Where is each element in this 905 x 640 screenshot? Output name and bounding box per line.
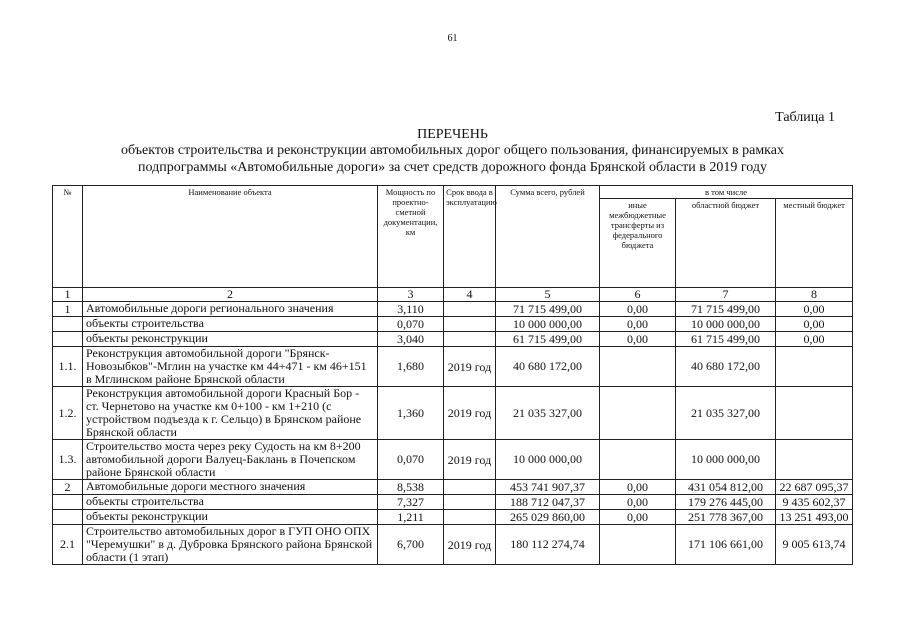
header-including: в том числе: [600, 186, 853, 199]
regional-amount: 179 276 445,00: [676, 495, 776, 510]
federal-amount: [600, 440, 676, 480]
regional-amount: 431 054 812,00: [676, 480, 776, 495]
term-value: 2019 год: [444, 347, 496, 387]
capacity-value: 0,070: [378, 317, 444, 332]
capacity-value: 3,110: [378, 302, 444, 317]
federal-amount: 0,00: [600, 480, 676, 495]
table-row: [53, 495, 853, 510]
total-amount: 453 741 907,37: [496, 480, 600, 495]
federal-amount: [600, 525, 676, 565]
table-row: [53, 440, 853, 480]
regional-amount: 171 106 661,00: [676, 525, 776, 565]
term-value: 2019 год: [444, 525, 496, 565]
object-name: объекты строительства: [83, 495, 378, 510]
local-amount: 22 687 095,37: [776, 480, 853, 495]
subtitle-line-2: подпрограммы «Автомобильные дороги» за счет средств дорожного фонда Брянской области в 2019 году: [137, 160, 768, 175]
row-number: [53, 495, 83, 510]
column-number: 4: [444, 288, 496, 302]
objects-table: [52, 185, 853, 565]
object-name: Строительство автомобильных дорог в ГУП ОНО ОПХ "Черемушки" в д. Дубровка Брянского района Брянской области (1 этап): [83, 525, 378, 565]
header-term: Срок ввода в эксплуатацию: [444, 186, 496, 288]
local-amount: 0,00: [776, 317, 853, 332]
row-number: [53, 317, 83, 332]
column-number-row: [53, 288, 853, 302]
object-name: объекты реконструкции: [83, 332, 378, 347]
local-amount: [776, 347, 853, 387]
term-value: 2019 год: [444, 387, 496, 440]
subtitle-line-1: объектов строительства и реконструкции автомобильных дорог общего пользования, финансируемых в рамках: [121, 143, 784, 158]
federal-amount: 0,00: [600, 302, 676, 317]
column-number: 3: [378, 288, 444, 302]
column-number: 1: [53, 288, 83, 302]
page-number: 61: [447, 33, 458, 44]
total-amount: 265 029 860,00: [496, 510, 600, 525]
object-name: Реконструкция автомобильной дороги Красный Бор - ст. Чернетово на участке км 0+100 - км 1+210 (с устройством подъезда к г. Сельцо) в Брянском районе Брянской области: [83, 387, 378, 440]
header-total: Сумма всего, рублей: [496, 186, 600, 288]
federal-amount: 0,00: [600, 510, 676, 525]
object-name: Строительство моста через реку Судость на км 8+200 автомобильной дороги Валуец-Баклань в Почепском районе Брянской области: [83, 440, 378, 480]
term-value: [444, 302, 496, 317]
object-name: Реконструкция автомобильной дороги "Брянск-Новозыбков"-Мглин на участке км 44+471 - км 46+151 в Мглинском районе Брянской области: [83, 347, 378, 387]
row-number: 1.2.: [53, 387, 83, 440]
header-name: Наименование объекта: [83, 186, 378, 288]
local-amount: 9 435 602,37: [776, 495, 853, 510]
row-number: 1: [53, 302, 83, 317]
regional-amount: 71 715 499,00: [676, 302, 776, 317]
capacity-value: 3,040: [378, 332, 444, 347]
local-amount: [776, 440, 853, 480]
federal-amount: 0,00: [600, 495, 676, 510]
regional-amount: 10 000 000,00: [676, 440, 776, 480]
total-amount: 180 112 274,74: [496, 525, 600, 565]
column-number: 2: [83, 288, 378, 302]
table-row: [53, 317, 853, 332]
column-number: 6: [600, 288, 676, 302]
column-number: 8: [776, 288, 853, 302]
local-amount: 13 251 493,00: [776, 510, 853, 525]
total-amount: 21 035 327,00: [496, 387, 600, 440]
object-name: Автомобильные дороги регионального значения: [83, 302, 378, 317]
header-no: №: [53, 186, 83, 288]
row-number: 1.1.: [53, 347, 83, 387]
document-title: ПЕРЕЧЕНЬ: [417, 127, 488, 142]
capacity-value: 6,700: [378, 525, 444, 565]
federal-amount: [600, 387, 676, 440]
total-amount: 188 712 047,37: [496, 495, 600, 510]
federal-amount: 0,00: [600, 317, 676, 332]
header-capacity: Мощность по проектно-сметной документации, км: [378, 186, 444, 288]
regional-amount: 21 035 327,00: [676, 387, 776, 440]
table-row: [53, 510, 853, 525]
regional-amount: 251 778 367,00: [676, 510, 776, 525]
row-number: [53, 510, 83, 525]
local-amount: 9 005 613,74: [776, 525, 853, 565]
federal-amount: 0,00: [600, 332, 676, 347]
local-amount: [776, 387, 853, 440]
local-amount: 0,00: [776, 332, 853, 347]
regional-amount: 10 000 000,00: [676, 317, 776, 332]
term-value: [444, 332, 496, 347]
total-amount: 61 715 499,00: [496, 332, 600, 347]
row-number: 1.3.: [53, 440, 83, 480]
total-amount: 71 715 499,00: [496, 302, 600, 317]
table-row: [53, 347, 853, 387]
term-value: [444, 317, 496, 332]
header-local: местный бюджет: [776, 199, 853, 288]
table-row: [53, 480, 853, 495]
capacity-value: 1,211: [378, 510, 444, 525]
capacity-value: 7,327: [378, 495, 444, 510]
row-number: 2.1: [53, 525, 83, 565]
column-number: 7: [676, 288, 776, 302]
total-amount: 10 000 000,00: [496, 317, 600, 332]
capacity-value: 8,538: [378, 480, 444, 495]
total-amount: 40 680 172,00: [496, 347, 600, 387]
capacity-value: 1,360: [378, 387, 444, 440]
table-row: [53, 387, 853, 440]
total-amount: 10 000 000,00: [496, 440, 600, 480]
object-name: Автомобильные дороги местного значения: [83, 480, 378, 495]
local-amount: 0,00: [776, 302, 853, 317]
table-row: [53, 332, 853, 347]
object-name: объекты строительства: [83, 317, 378, 332]
column-number: 5: [496, 288, 600, 302]
term-value: [444, 480, 496, 495]
header-federal: иные межбюджетные трансферты из федерального бюджета: [600, 199, 676, 288]
document-subtitle: [70, 142, 835, 176]
capacity-value: 0,070: [378, 440, 444, 480]
term-value: 2019 год: [444, 440, 496, 480]
table-row: [53, 525, 853, 565]
object-name: объекты реконструкции: [83, 510, 378, 525]
row-number: [53, 332, 83, 347]
capacity-value: 1,680: [378, 347, 444, 387]
term-value: [444, 510, 496, 525]
regional-amount: 40 680 172,00: [676, 347, 776, 387]
regional-amount: 61 715 499,00: [676, 332, 776, 347]
federal-amount: [600, 347, 676, 387]
header-regional: областной бюджет: [676, 199, 776, 288]
table-label: Таблица 1: [775, 110, 835, 125]
term-value: [444, 495, 496, 510]
row-number: 2: [53, 480, 83, 495]
table-row: [53, 302, 853, 317]
